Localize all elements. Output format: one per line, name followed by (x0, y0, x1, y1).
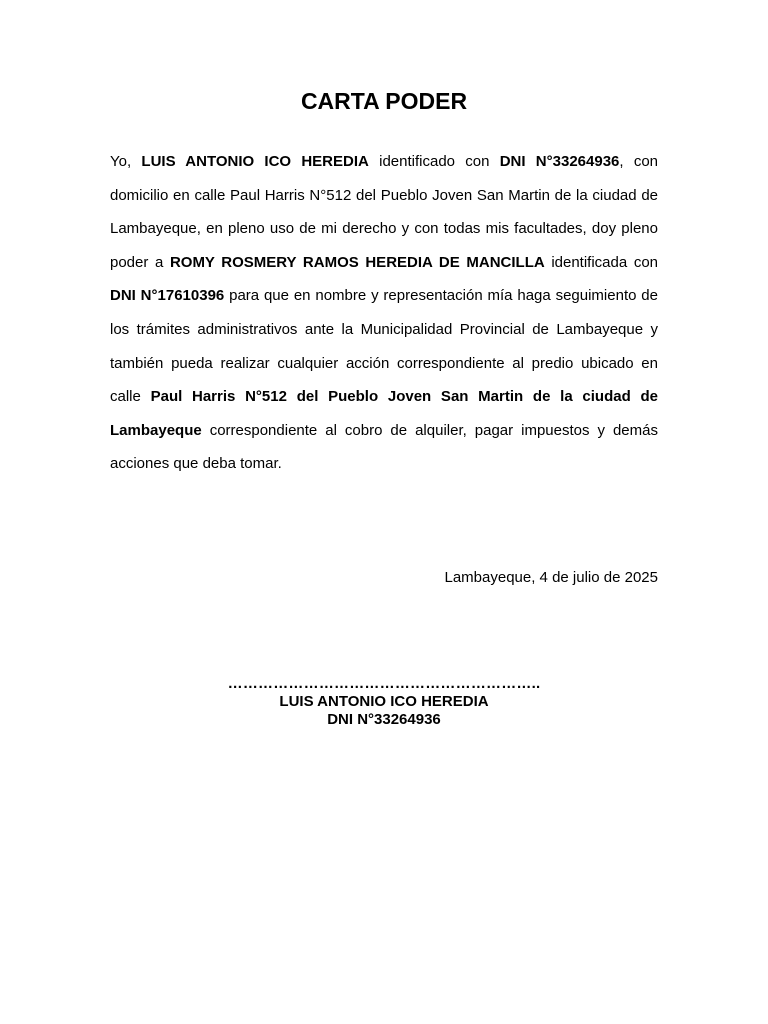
property-address: Paul Harris N°512 del Pueblo Joven San Martin de la ciudad de Lambayeque (110, 388, 658, 439)
body-paragraph (110, 145, 658, 481)
body-text: para que en nombre y representación mía haga seguimiento de los trámites administrativos ante la Municipalidad Provincial de Lambayeque y también pueda realizar cualquier acción correspondiente al predio ubicado en calle (110, 287, 658, 406)
grantee-name: ROMY ROSMERY RAMOS HEREDIA DE MANCILLA (169, 253, 545, 271)
grantor-name: LUIS ANTONIO ICO HEREDIA (141, 153, 369, 170)
body-text: identificada con (544, 253, 659, 271)
body-text: , con domicilio en calle Paul Harris N°512 del Pueblo Joven San Martin de la ciudad de Lambayeque, en pleno uso de mi derecho y con todas mis facultades, doy pleno poder a (110, 153, 659, 271)
body-text: Yo, (110, 153, 142, 170)
place-date: Lambayeque, 4 de julio de 2025 (444, 569, 658, 586)
signature-line: …………………………………………………….. (227, 675, 541, 692)
signer-dni: DNI N°33264936 (327, 711, 441, 728)
grantor-dni: DNI N°33264936 (499, 153, 620, 170)
body-text: correspondiente al cobro de alquiler, pagar impuestos y demás acciones que deba tomar. (110, 421, 658, 473)
body-text: identificado con (368, 153, 500, 170)
document-title: CARTA PODER (300, 88, 468, 114)
document-body (110, 145, 658, 481)
signer-name: LUIS ANTONIO ICO HEREDIA (279, 693, 489, 710)
grantee-dni: DNI N°17610396 (110, 287, 225, 305)
signature-block (0, 675, 768, 729)
